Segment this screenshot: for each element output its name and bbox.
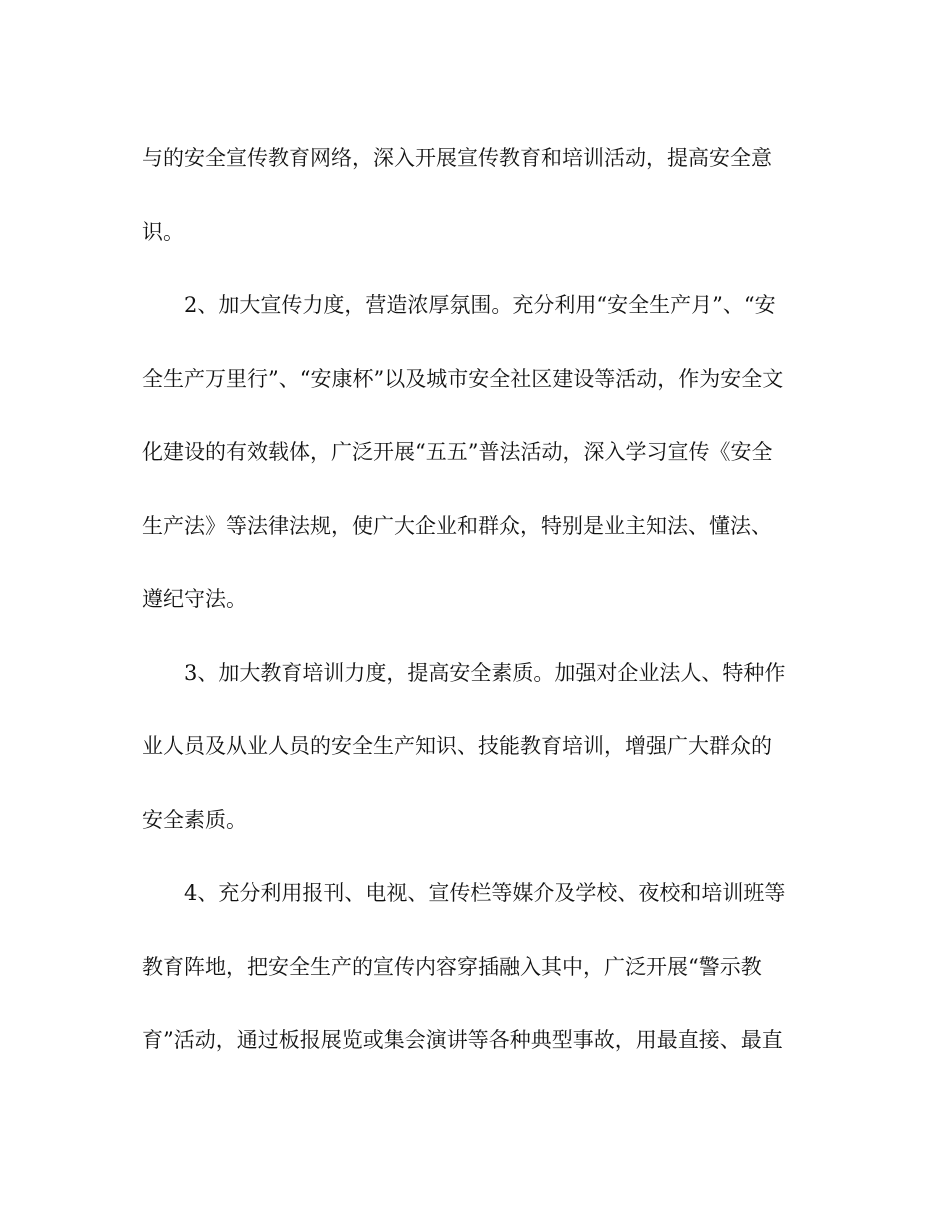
paragraph-2-first-line: 2、加大宣传力度，营造浓厚氛围。充分利用“安全生产月”、“安 [184, 293, 776, 317]
body-text-line: 遵纪守法。 [142, 587, 247, 611]
paragraph-3-first-line: 3、加大教育培训力度，提高安全素质。加强对企业法人、特种作 [184, 660, 786, 685]
body-text-line: 教育阵地，把安全生产的宣传内容穿插融入其中，广泛开展“警示教 [142, 954, 762, 979]
body-text-line: 业人员及从业人员的安全生产知识、技能教育培训，增强广大群众的 [142, 734, 772, 758]
body-text-line: 生产法》等法律法规，使广大企业和群众，特别是业主知法、懂法、 [142, 513, 772, 538]
document-body [142, 131, 812, 1087]
body-text-line: 化建设的有效载体，广泛开展“五五”普法活动，深入学习宣传《安全 [142, 440, 773, 464]
body-text-line: 与的安全宣传教育网络，深入开展宣传教育和培训活动，提高安全意 [142, 146, 772, 170]
body-text-line: 识。 [142, 219, 184, 244]
body-text-line: 安全素质。 [142, 807, 247, 832]
body-text-line: 全生产万里行”、“安康杯”以及城市安全社区建设等活动，作为安全文 [142, 366, 784, 391]
paragraph-4-first-line: 4、充分利用报刊、电视、宣传栏等媒介及学校、夜校和培训班等 [184, 881, 786, 905]
body-text-line: 育”活动，通过板报展览或集会演讲等各种典型事故，用最直接、最直 [142, 1028, 783, 1052]
